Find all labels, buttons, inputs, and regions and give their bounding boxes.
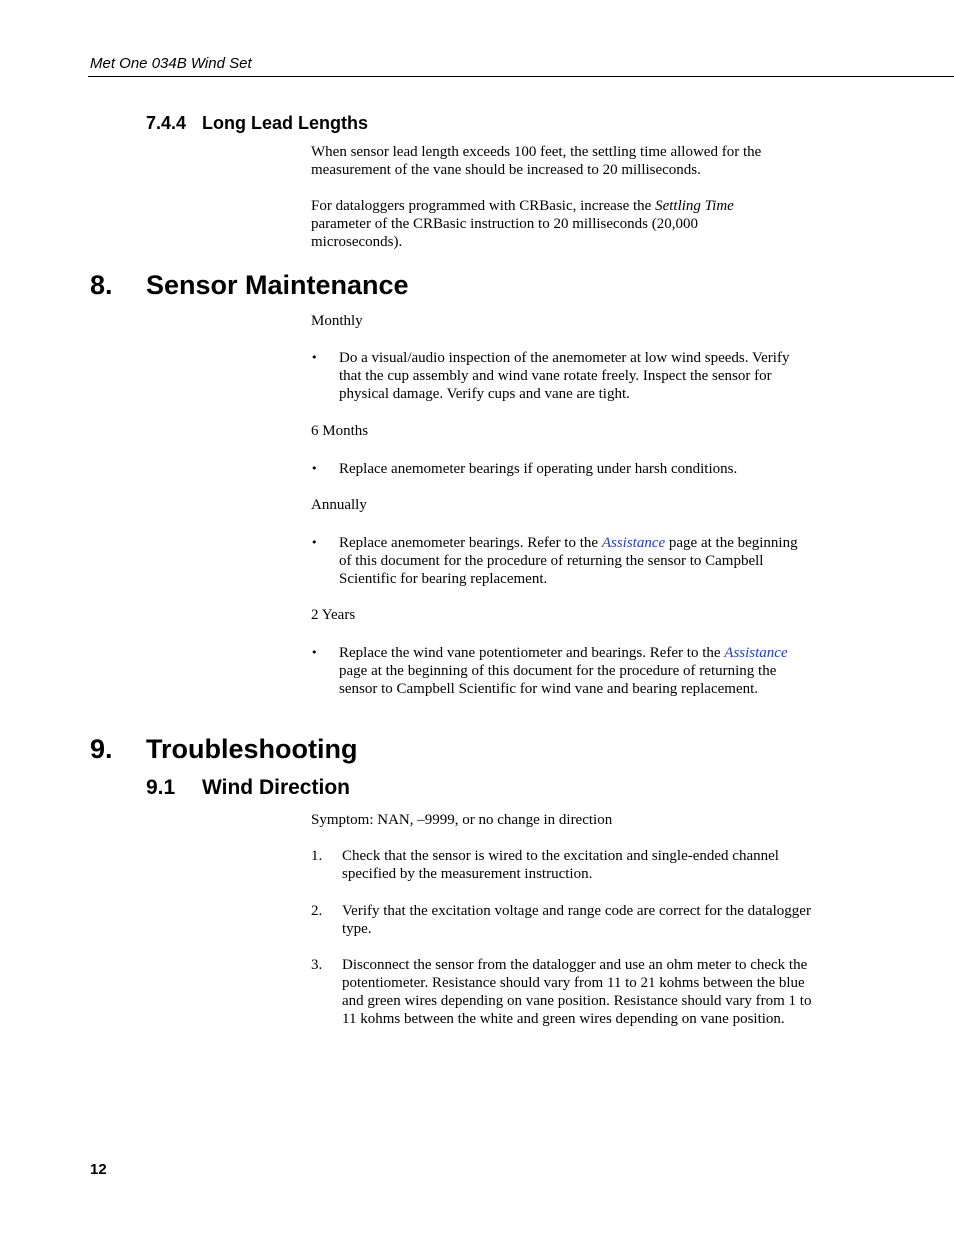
symptom-line: Symptom: NAN, –9999, or no change in direction xyxy=(311,812,613,828)
section-title: Sensor Maintenance xyxy=(146,270,409,300)
step-number: 3. xyxy=(311,957,323,973)
bullet-icon: • xyxy=(311,462,318,475)
section-9-1-heading xyxy=(146,776,546,802)
step-text: Disconnect the sensor from the datalogger and use an ohm meter to check the potentiometer. Resistance should vary from 11 to 21 kohms between the blue and green wires depending on vane position. Resistance should vary from 1 to 11 kohms between the white and green wires depending on vane position. xyxy=(342,957,812,1027)
section-8-heading xyxy=(90,270,590,304)
section-title: Wind Direction xyxy=(202,776,350,799)
bullet-icon: • xyxy=(311,536,318,549)
step-number: 1. xyxy=(311,848,323,864)
settling-time-term: Settling Time xyxy=(655,198,734,214)
section-number: 7.4.4 xyxy=(146,113,187,133)
section-number: 8. xyxy=(90,270,113,300)
item-text: page at the beginning of this document for the procedure of returning the sensor to Campbell Scientific for bearing replacement. xyxy=(339,535,798,587)
six-months-item: Replace anemometer bearings if operating under harsh conditions. xyxy=(339,461,738,477)
annually-item xyxy=(339,534,809,588)
two-years-label: 2 Years xyxy=(311,607,356,623)
section-title: Long Lead Lengths xyxy=(202,113,368,133)
section-number: 9. xyxy=(90,734,113,764)
assistance-link[interactable]: Assistance xyxy=(724,645,788,661)
step-text: Verify that the excitation voltage and range code are correct for the datalogger type. xyxy=(342,903,811,937)
item-text: page at the beginning of this document for the procedure of returning the sensor to Campbell Scientific for wind vane and bearing replacement. xyxy=(339,663,777,697)
section-title: Troubleshooting xyxy=(146,734,358,764)
long-lead-paragraph-2 xyxy=(311,197,791,251)
page-number: 12 xyxy=(90,1161,107,1178)
step-text: Check that the sensor is wired to the excitation and single-ended channel specified by the measurement instruction. xyxy=(342,848,779,882)
section-7-4-4-heading xyxy=(146,113,446,135)
step-number: 2. xyxy=(311,903,323,919)
item-text: Replace anemometer bearings. Refer to the xyxy=(339,535,602,551)
section-9-heading xyxy=(90,734,590,768)
six-months-label: 6 Months xyxy=(311,423,369,439)
monthly-item: Do a visual/audio inspection of the anemometer at low wind speeds. Verify that the cup assembly and wind vane rotate freely. Inspect the sensor for physical damage. Verify cups and vane are tight. xyxy=(339,350,790,402)
bullet-icon: • xyxy=(311,646,318,659)
long-lead-paragraph-1: When sensor lead length exceeds 100 feet, the settling time allowed for the measurement of the vane should be increased to 20 milliseconds. xyxy=(311,144,762,178)
monthly-label: Monthly xyxy=(311,313,363,329)
two-years-item xyxy=(339,644,809,698)
header-rule xyxy=(88,76,954,77)
item-text: Replace the wind vane potentiometer and bearings. Refer to the xyxy=(339,645,725,661)
bullet-icon: • xyxy=(311,351,318,364)
paragraph-text: For dataloggers programmed with CRBasic, increase the xyxy=(311,198,656,214)
paragraph-text: parameter of the CRBasic instruction to 20 milliseconds (20,000 microseconds). xyxy=(311,216,699,250)
assistance-link[interactable]: Assistance xyxy=(601,535,666,551)
section-number: 9.1 xyxy=(146,776,176,799)
running-header-title: Met One 034B Wind Set xyxy=(90,55,252,72)
annually-label: Annually xyxy=(311,497,367,513)
